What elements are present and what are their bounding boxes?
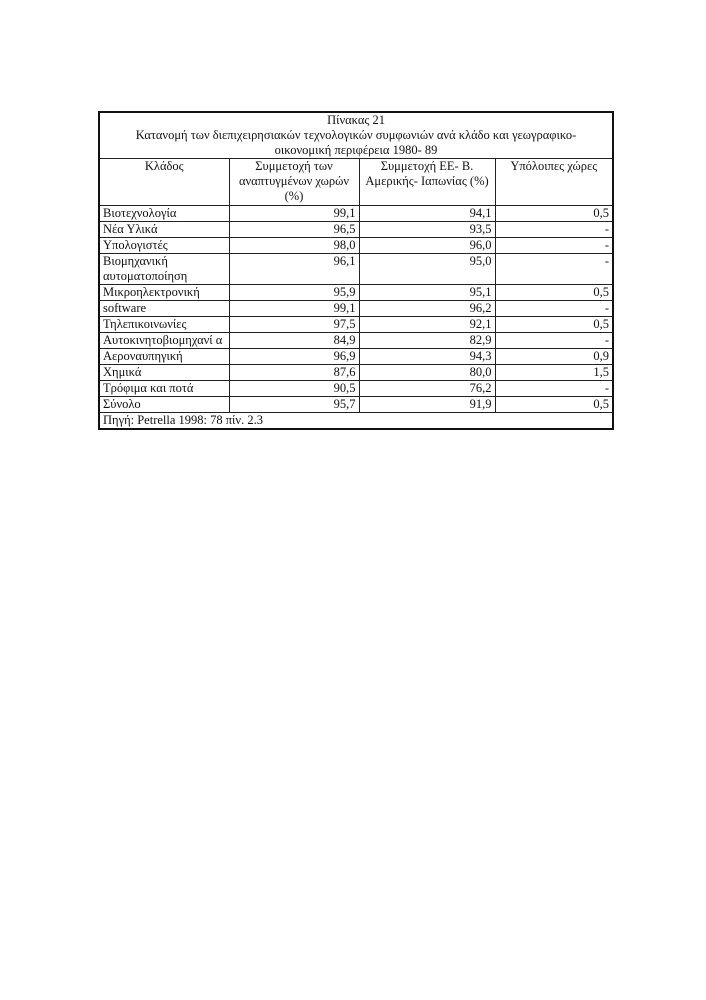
cell-other: -	[495, 381, 613, 397]
cell-eu-us-jp: 91,9	[359, 397, 495, 413]
cell-developed: 96,1	[229, 254, 359, 285]
cell-developed: 99,1	[229, 206, 359, 222]
table-row	[99, 206, 613, 222]
table-row	[99, 381, 613, 397]
table-caption	[99, 112, 613, 159]
cell-developed: 84,9	[229, 333, 359, 349]
cell-sector: Νέα Υλικά	[99, 222, 229, 238]
header-row	[99, 159, 613, 206]
cell-sector: Μικροηλεκτρονική	[99, 285, 229, 301]
cell-developed: 95,9	[229, 285, 359, 301]
table-row	[99, 333, 613, 349]
cell-developed: 96,5	[229, 222, 359, 238]
cell-eu-us-jp: 94,3	[359, 349, 495, 365]
table-row	[99, 222, 613, 238]
cell-sector: Αεροναυπηγική	[99, 349, 229, 365]
cell-other: 0,5	[495, 317, 613, 333]
cell-other: 0,5	[495, 397, 613, 413]
cell-sector: Βιοτεχνολογία	[99, 206, 229, 222]
table-row	[99, 254, 613, 285]
cell-eu-us-jp: 96,2	[359, 301, 495, 317]
table-source: Πηγή: Petrella 1998: 78 πίν. 2.3	[99, 413, 613, 430]
header-other: Υπόλοιπες χώρες	[495, 159, 613, 206]
table-number: Πίνακας 21	[327, 113, 385, 127]
table-row	[99, 238, 613, 254]
cell-developed: 95,7	[229, 397, 359, 413]
cell-eu-us-jp: 94,1	[359, 206, 495, 222]
cell-sector: Αυτοκινητοβιομηχανί α	[99, 333, 229, 349]
header-sector: Κλάδος	[99, 159, 229, 206]
cell-eu-us-jp: 80,0	[359, 365, 495, 381]
cell-other: 0,9	[495, 349, 613, 365]
table-row	[99, 317, 613, 333]
cell-other: -	[495, 254, 613, 285]
cell-other: -	[495, 222, 613, 238]
table-row	[99, 285, 613, 301]
cell-sector: Τρόφιμα και ποτά	[99, 381, 229, 397]
cell-developed: 99,1	[229, 301, 359, 317]
table-row	[99, 365, 613, 381]
cell-sector: software	[99, 301, 229, 317]
cell-developed: 87,6	[229, 365, 359, 381]
cell-developed: 97,5	[229, 317, 359, 333]
cell-sector: Τηλεπικοινωνίες	[99, 317, 229, 333]
data-table	[98, 111, 614, 430]
table-row	[99, 397, 613, 413]
cell-other: -	[495, 301, 613, 317]
header-eu-us-jp: Συμμετοχή ΕΕ- Β. Αμερικής- Ιαπωνίας (%)	[359, 159, 495, 206]
cell-developed: 96,9	[229, 349, 359, 365]
cell-other: 0,5	[495, 206, 613, 222]
cell-other: -	[495, 333, 613, 349]
cell-eu-us-jp: 93,5	[359, 222, 495, 238]
cell-developed: 98,0	[229, 238, 359, 254]
cell-sector: Σύνολο	[99, 397, 229, 413]
cell-eu-us-jp: 95,1	[359, 285, 495, 301]
cell-other: 1,5	[495, 365, 613, 381]
table-title-line1: Κατανομή των διεπιχειρησιακών τεχνολογικών συμφωνιών ανά κλάδο και γεωγραφικο-	[135, 128, 577, 142]
cell-other: 0,5	[495, 285, 613, 301]
cell-eu-us-jp: 76,2	[359, 381, 495, 397]
cell-eu-us-jp: 96,0	[359, 238, 495, 254]
cell-eu-us-jp: 82,9	[359, 333, 495, 349]
cell-eu-us-jp: 95,0	[359, 254, 495, 285]
cell-sector: Χημικά	[99, 365, 229, 381]
cell-sector: Βιομηχανική αυτοματοποίηση	[99, 254, 229, 285]
table-row	[99, 349, 613, 365]
table-row	[99, 301, 613, 317]
header-developed: Συμμετοχή των αναπτυγμένων χωρών (%)	[229, 159, 359, 206]
cell-sector: Υπολογιστές	[99, 238, 229, 254]
table-title-line2: οικονομική περιφέρεια 1980- 89	[274, 143, 438, 157]
cell-eu-us-jp: 92,1	[359, 317, 495, 333]
cell-other: -	[495, 238, 613, 254]
cell-developed: 90,5	[229, 381, 359, 397]
